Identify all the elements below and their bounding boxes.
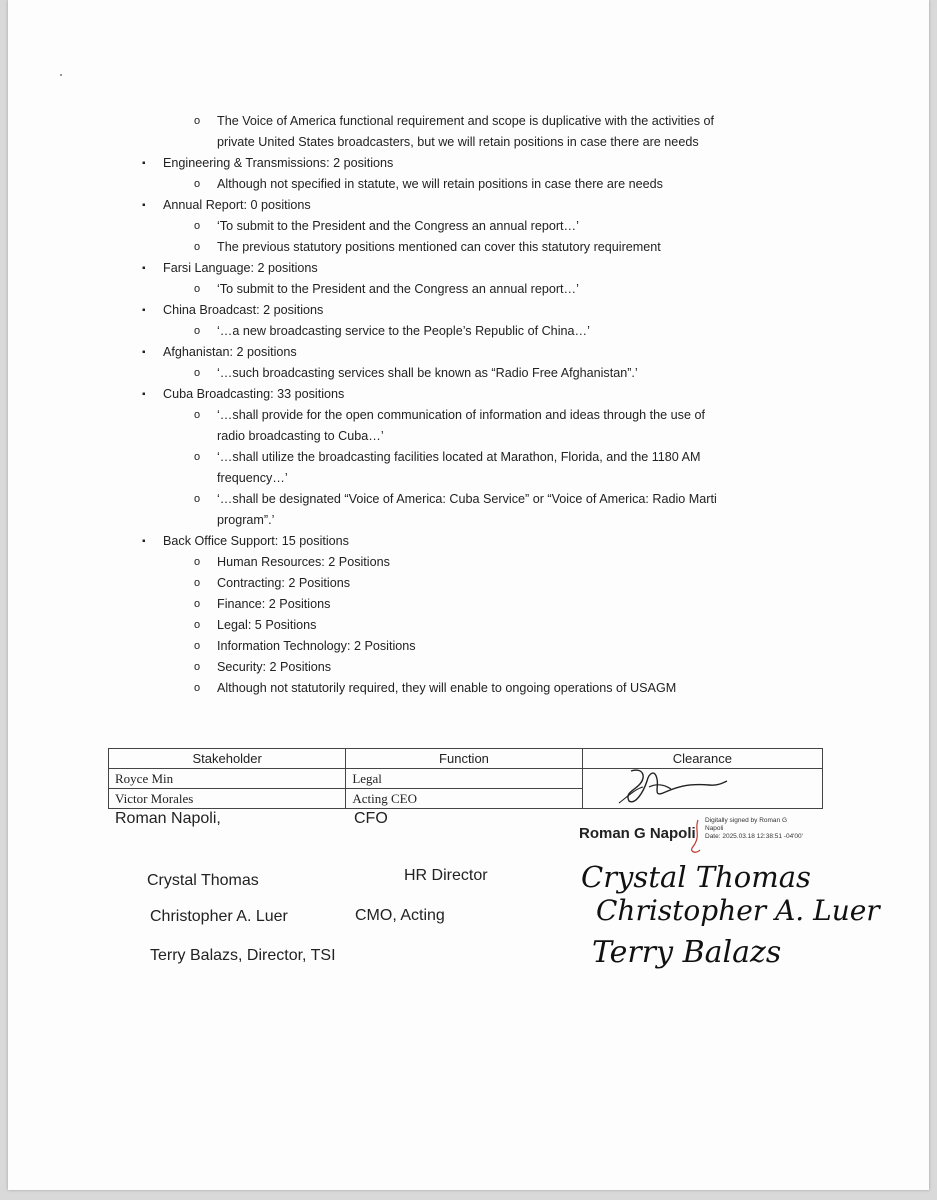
sub-item bbox=[8, 405, 929, 426]
item-text: radio broadcasting to Cuba…’ bbox=[217, 429, 384, 443]
item-text: Although not specified in statute, we will retain positions in case there are needs bbox=[217, 177, 663, 191]
item-text: Engineering & Transmissions: 2 positions bbox=[163, 156, 394, 170]
bullet-marker: ▪ bbox=[142, 536, 146, 547]
signer-name: Crystal Thomas bbox=[147, 872, 259, 889]
item-text: ‘…shall be designated “Voice of America: Cuba Service” or “Voice of America: Radio Marti bbox=[217, 492, 717, 506]
stakeholder-function: Acting CEO bbox=[346, 789, 582, 809]
bullet-marker: ▪ bbox=[142, 263, 146, 274]
signer-function: HR Director bbox=[404, 867, 488, 884]
sub-bullet-marker: o bbox=[194, 640, 201, 652]
item-text: ‘…a new broadcasting service to the People’s Republic of China…’ bbox=[217, 324, 590, 338]
digital-signature-line: Napoli bbox=[705, 825, 724, 832]
item-text: Security: 2 Positions bbox=[217, 660, 332, 674]
stakeholder-name: Royce Min bbox=[109, 769, 346, 789]
stakeholder-function: Legal bbox=[346, 769, 582, 789]
sub-item bbox=[8, 321, 929, 342]
item-text: Although not statutorily required, they will enable to ongoing operations of USAGM bbox=[217, 681, 677, 695]
bullet-marker: ▪ bbox=[142, 158, 146, 169]
bullet-item bbox=[8, 195, 929, 216]
napoli-function: CFO bbox=[354, 810, 388, 827]
digital-signature-date: Date: 2025.03.18 12:38:51 -04'00' bbox=[705, 833, 803, 840]
signer-name: Christopher A. Luer bbox=[150, 908, 288, 925]
sub-item bbox=[8, 363, 929, 384]
sub-bullet-marker: o bbox=[194, 367, 201, 379]
bullet-item bbox=[8, 153, 929, 174]
item-text: Cuba Broadcasting: 33 positions bbox=[163, 387, 345, 401]
sub-bullet-marker: o bbox=[194, 661, 201, 673]
sub-item bbox=[8, 174, 929, 195]
stakeholder-table bbox=[108, 748, 823, 809]
signer-function: CMO, Acting bbox=[355, 907, 445, 924]
bullet-marker: ▪ bbox=[142, 200, 146, 211]
bullet-marker: ▪ bbox=[142, 389, 146, 400]
sub-item bbox=[8, 279, 929, 300]
bullet-item bbox=[8, 342, 929, 363]
handwritten-signature: Christopher A. Luer bbox=[596, 894, 880, 927]
sub-bullet-marker: o bbox=[194, 556, 201, 568]
sub-item bbox=[8, 678, 929, 699]
sub-bullet-marker: o bbox=[194, 598, 201, 610]
handwritten-signature: Crystal Thomas bbox=[581, 860, 811, 894]
clearance-signature bbox=[613, 763, 753, 807]
sub-bullet-marker: o bbox=[194, 682, 201, 694]
sub-bullet-marker: o bbox=[194, 115, 201, 127]
sub-bullet-marker: o bbox=[194, 220, 201, 232]
sub-item bbox=[8, 552, 929, 573]
sub-bullet-marker: o bbox=[194, 325, 201, 337]
stakeholder-name: Victor Morales bbox=[109, 789, 346, 809]
sub-item bbox=[8, 573, 929, 594]
napoli-name: Roman Napoli, bbox=[115, 810, 221, 827]
bullet-marker: ▪ bbox=[142, 305, 146, 316]
item-text: Back Office Support: 15 positions bbox=[163, 534, 349, 548]
item-text: ‘…such broadcasting services shall be known as “Radio Free Afghanistan”.’ bbox=[217, 366, 638, 380]
bullet-item bbox=[8, 531, 929, 552]
sub-item-continuation bbox=[8, 426, 929, 447]
bullet-item bbox=[8, 258, 929, 279]
sub-item bbox=[8, 216, 929, 237]
napoli-signature: Roman G Napoli bbox=[579, 825, 696, 842]
sub-item bbox=[8, 447, 929, 468]
signer-name: Terry Balazs, Director, TSI bbox=[150, 947, 336, 964]
item-text: The Voice of America functional requirement and scope is duplicative with the activities of bbox=[217, 114, 715, 128]
item-text: ‘…shall utilize the broadcasting facilities located at Marathon, Florida, and the 1180 AM bbox=[217, 450, 701, 464]
header-stakeholder: Stakeholder bbox=[109, 749, 346, 769]
sub-item bbox=[8, 657, 929, 678]
sub-item bbox=[8, 489, 929, 510]
sub-bullet-marker: o bbox=[194, 409, 201, 421]
digital-signature-block bbox=[705, 817, 803, 841]
sub-item bbox=[8, 237, 929, 258]
sub-bullet-marker: o bbox=[194, 178, 201, 190]
sub-item bbox=[8, 615, 929, 636]
bullet-item bbox=[8, 300, 929, 321]
item-text: Farsi Language: 2 positions bbox=[163, 261, 318, 275]
item-text: Legal: 5 Positions bbox=[217, 618, 317, 632]
table-row bbox=[109, 769, 823, 789]
sub-bullet-marker: o bbox=[194, 493, 201, 505]
header-function: Function bbox=[346, 749, 582, 769]
bullet-item bbox=[8, 384, 929, 405]
item-text: The previous statutory positions mentioned can cover this statutory requirement bbox=[217, 240, 661, 254]
sub-item-continuation bbox=[8, 510, 929, 531]
item-text: ‘…shall provide for the open communication of information and ideas through the use of bbox=[217, 408, 705, 422]
item-text: Human Resources: 2 Positions bbox=[217, 555, 390, 569]
sub-bullet-marker: o bbox=[194, 451, 201, 463]
sub-item bbox=[8, 636, 929, 657]
item-text: Information Technology: 2 Positions bbox=[217, 639, 416, 653]
digital-signature-line: Digitally signed by Roman G bbox=[705, 817, 788, 824]
sub-item bbox=[8, 594, 929, 615]
item-text: Annual Report: 0 positions bbox=[163, 198, 311, 212]
sub-bullet-marker: o bbox=[194, 283, 201, 295]
requirements-list bbox=[8, 111, 929, 699]
bullet-marker: ▪ bbox=[142, 347, 146, 358]
handwritten-signature: Terry Balazs bbox=[592, 935, 782, 970]
scan-speck bbox=[60, 74, 62, 76]
sub-item bbox=[8, 111, 929, 132]
item-text: ‘To submit to the President and the Congress an annual report…’ bbox=[217, 219, 579, 233]
item-text: private United States broadcasters, but we will retain positions in case there are needs bbox=[217, 135, 699, 149]
sub-bullet-marker: o bbox=[194, 577, 201, 589]
sub-item-continuation bbox=[8, 132, 929, 153]
item-text: ‘To submit to the President and the Congress an annual report…’ bbox=[217, 282, 579, 296]
header-clearance: Clearance bbox=[582, 749, 822, 769]
item-text: China Broadcast: 2 positions bbox=[163, 303, 324, 317]
item-text: Contracting: 2 Positions bbox=[217, 576, 351, 590]
sub-item-continuation bbox=[8, 468, 929, 489]
sub-bullet-marker: o bbox=[194, 619, 201, 631]
item-text: Finance: 2 Positions bbox=[217, 597, 331, 611]
item-text: program”.’ bbox=[217, 513, 275, 527]
clearance-signature-cell bbox=[582, 769, 822, 809]
document-page bbox=[8, 0, 929, 1190]
item-text: frequency…’ bbox=[217, 471, 288, 485]
sub-bullet-marker: o bbox=[194, 241, 201, 253]
item-text: Afghanistan: 2 positions bbox=[163, 345, 297, 359]
